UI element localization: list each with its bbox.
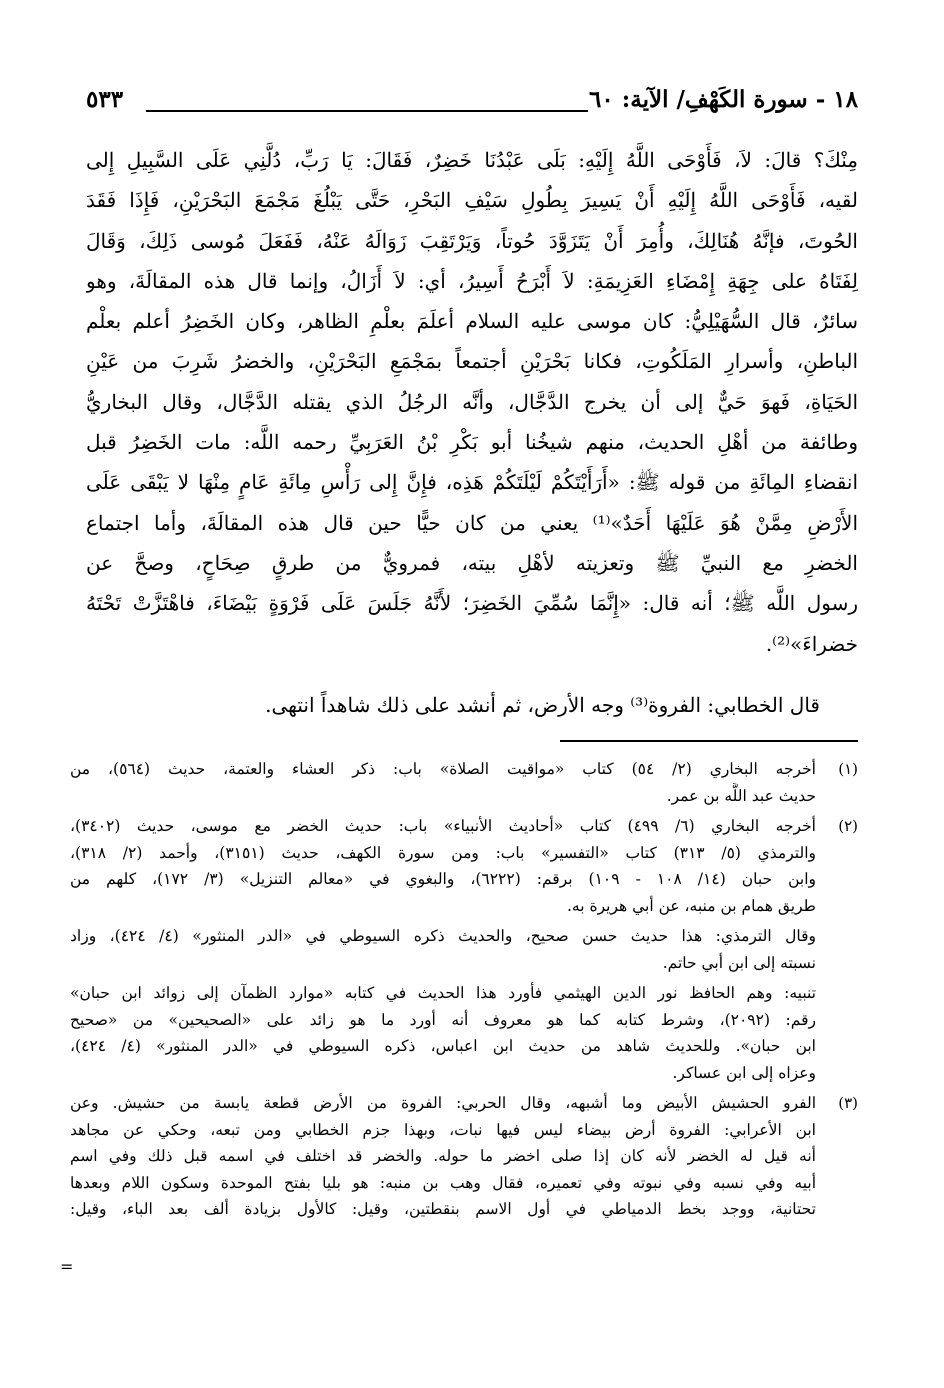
text-line: وطائفة من أهْلِ الحديث، منهم شيخُنا أبو بَكْرِ بْنُ العَرَبِيِّ رحمه اللَّه: مات الخَضِرُ قبل: [86, 430, 858, 455]
text-line: لقيه، فَأَوْحَى اللَّهُ إِلَيْهِ أَنْ يَسِيرَ بِطُولِ سَيْفِ البَحْرِ، حَتَّى يَبْلُغَ مَجْمَعَ البَحْرَيْنِ، فَإِذَا فَقَدَ: [86, 188, 858, 213]
page-header: [86, 86, 858, 126]
footnote-line: الفرو الحشيش الأبيض وما أشبهه، وقال الحربي: الفروة من الأرض قطعة يابسة من حشيش. وعن: [70, 1094, 816, 1112]
footnote-number: (٣): [838, 1094, 858, 1112]
footnote-line: أخرجه البخاري (٢/ ٥٤) كتاب «مواقيت الصلاة» باب: ذكر العشاء والعتمة، حديث (٥٦٤)، من: [70, 760, 816, 778]
footnote-3: [70, 1090, 858, 1223]
text-line: الخضرِ مع النبيِّ ﷺ وتعزيته لأهْلِ بيته، فمرويٌّ من طرقٍ صِحَاحٍ، وصحَّ عن: [86, 550, 858, 575]
footnotes: [70, 756, 858, 1227]
page-number: ٥٣٣: [86, 86, 124, 113]
footnote-line: أبيه وفي نسبه وفي نبوته وفي تعميره، فقال وهب بن منبه: هو بليا بفتح الموحدة وسكون اللام وبعدها: [70, 1173, 816, 1192]
footnote-line: أنه قيل له الخضر لأنه كان إذا صلى اخضر ما حوله. والخضر قد اختلف في اسمه قبل ذلك وفي اسم: [70, 1147, 816, 1165]
footnote-line: نسبته إلى ابن أبي حاتم.: [662, 953, 816, 972]
footnote-line: ابن الأعرابي: الفروة أرض بيضاء ليس فيها نبات، وبهذا جزم الخطابي ومن تبعه، وحكي عن مجاهد: [70, 1120, 816, 1139]
continuation-mark: =: [60, 1257, 74, 1276]
footnote-line: طريق همام بن منبه، عن أبي هريرة به.: [566, 896, 816, 915]
footnote-separator: [560, 740, 858, 742]
text-line: مِنْكَ؟ قالَ: لاَ، فَأَوْحَى اللَّهُ إِلَيْهِ: بَلَى عَبْدُنَا خَضِرٌ، فَقَالَ: يَا رَبِّ، دُلَّنِي عَلَى السَّبِيلِ إِلى: [86, 148, 858, 172]
footnote-line: ابن حبان». وللحديث شاهد من حديث ابن اعباس، ذكره السيوطي في «الدر المنثور» (٤/ ٤٢٤)،: [70, 1037, 816, 1055]
footnote-2-tanbih: [70, 980, 858, 1086]
text-line: الحَيَاةِ، فَهوَ حَيٌّ إلى أن يخرج الدَّجَّال، وأنَّه الرجُلُ الذي يقتله الدَّجَّال، وقال البخاريُّ: [86, 389, 858, 414]
footnote-line: والترمذي (٥/ ٣١٣) كتاب «التفسير» باب: ومن سورة الكهف، حديث (٣١٥١)، وأحمد (٢/ ٣١٨)،: [70, 843, 816, 862]
text-line: الحُوتَ، فإنَّهُ هُنَالِكَ، وأُمِرَ أَنْ يَتَزَوَّدَ حُوتاً، وَيَرْتَقِبَ زَوَالَهُ عَنْهُ، فَفَعَلَ مُوسى ذَلِكَ، وَقَالَ: [86, 228, 858, 253]
footnote-2: [70, 813, 858, 919]
footnote-line: رقم: (٢٠٩٢)، وشرط كتابه كما هو معروف أنه أورد ما هو زائد على «الصحيحين» من «صحيح: [70, 1010, 816, 1029]
text-line: لِفَتَاهُ على جِهَةِ إِمْضَاءِ العَزِيمَةِ: لاَ أَبْرَحُ أَسِيرُ، أي: لاَ أَزَالُ، وإنما قال هذه المقالَةَ، وهو: [86, 268, 858, 293]
text-line: انقضاءِ المِائَةِ من قوله ﷺ: «أَرَأَيْتَكُمْ لَيْلَتَكُمْ هَذِه، فإِنَّ إِلى رَأْسِ مِائَةِ عَامٍ مِنْهَا لا يَبْقَى عَلَى: [86, 470, 858, 495]
text-line: سائرٌ، قال السُّهَيْلِيُّ: كان موسى عليه السلام أعلَمَ بعلْمِ الظاهر، وكان الخَضِرُ أعلم بعلْم: [86, 309, 858, 334]
footnote-line: وقال الترمذي: هذا حديث حسن صحيح، والحديث ذكره السيوطي في «الدر المنثور» (٤/ ٤٢٤)، وزاد: [70, 927, 816, 945]
khattabi-paragraph: قال الخطابي: الفروة⁽³⁾ وجه الأرض، ثم أنشد على ذلك شاهداً انتهى.: [265, 693, 820, 717]
text-line: الباطنِ، وأسرارِ المَلَكُوتِ، فكانا بَحْرَيْنِ أجتمعاً بمَجْمَعِ البَحْرَيْنِ، والخضرُ شَرِبَ من عَيْنِ: [86, 349, 858, 374]
footnote-line: وابن حبان (١٤/ ١٠٨ - ١٠٩) برقم: (٦٢٢٢)، والبغوي في «معالم التنزيل» (٣/ ١٧٢)، كلهم من: [70, 870, 816, 888]
main-text: [86, 140, 858, 664]
text-line: رسول اللَّه ﷺ؛ أنه قال: «إِنَّمَا سُمِّيَ الخَضِرَ؛ لأَنَّهُ جَلَسَ عَلَى فَرْوَةٍ بَيْضَاءَ، فاهْتَزَّتْ تَحْتَهُ: [86, 591, 858, 616]
footnote-line: حديث عبد اللَّه بن عمر.: [666, 786, 816, 805]
header-rule: [146, 110, 588, 112]
footnote-line: تنبيه: وهم الحافظ نور الدين الهيثمي فأورد هذا الحديث في كتابه «موارد الظمآن إلى زوائد ابن حبان»: [70, 984, 816, 1002]
footnote-2-tirmidhi: [70, 923, 858, 976]
footnote-line: أخرجه البخاري (٦/ ٤٩٩) كتاب «أحاديث الأنبياء» باب: حديث الخضر مع موسى، حديث (٣٤٠٢)،: [70, 817, 816, 835]
running-title: ١٨ - سورة الكَهْفِ/ الآية: ٦٠: [589, 86, 858, 113]
text-line: خضراءَ»⁽²⁾.: [765, 631, 858, 656]
footnote-number: (١): [838, 760, 858, 778]
text-line: الأَرْضِ مِمَّنْ هُوَ عَلَيْهَا أَحَدٌ»⁽¹⁾ يعني من كان حيًّا حين قال هذه المقالَةَ، وأما اجتماع: [86, 510, 858, 535]
footnote-line: وعزاه إلى ابن عساكر.: [672, 1063, 816, 1082]
footnote-1: [70, 756, 858, 809]
footnote-line: تحتانية، ووجد بخط الدمياطي في أول الاسم بنقطتين، وقيل: كالأول بزيادة ألف بعد الباء، وقيل:: [70, 1200, 816, 1218]
footnote-number: (٢): [838, 817, 858, 835]
